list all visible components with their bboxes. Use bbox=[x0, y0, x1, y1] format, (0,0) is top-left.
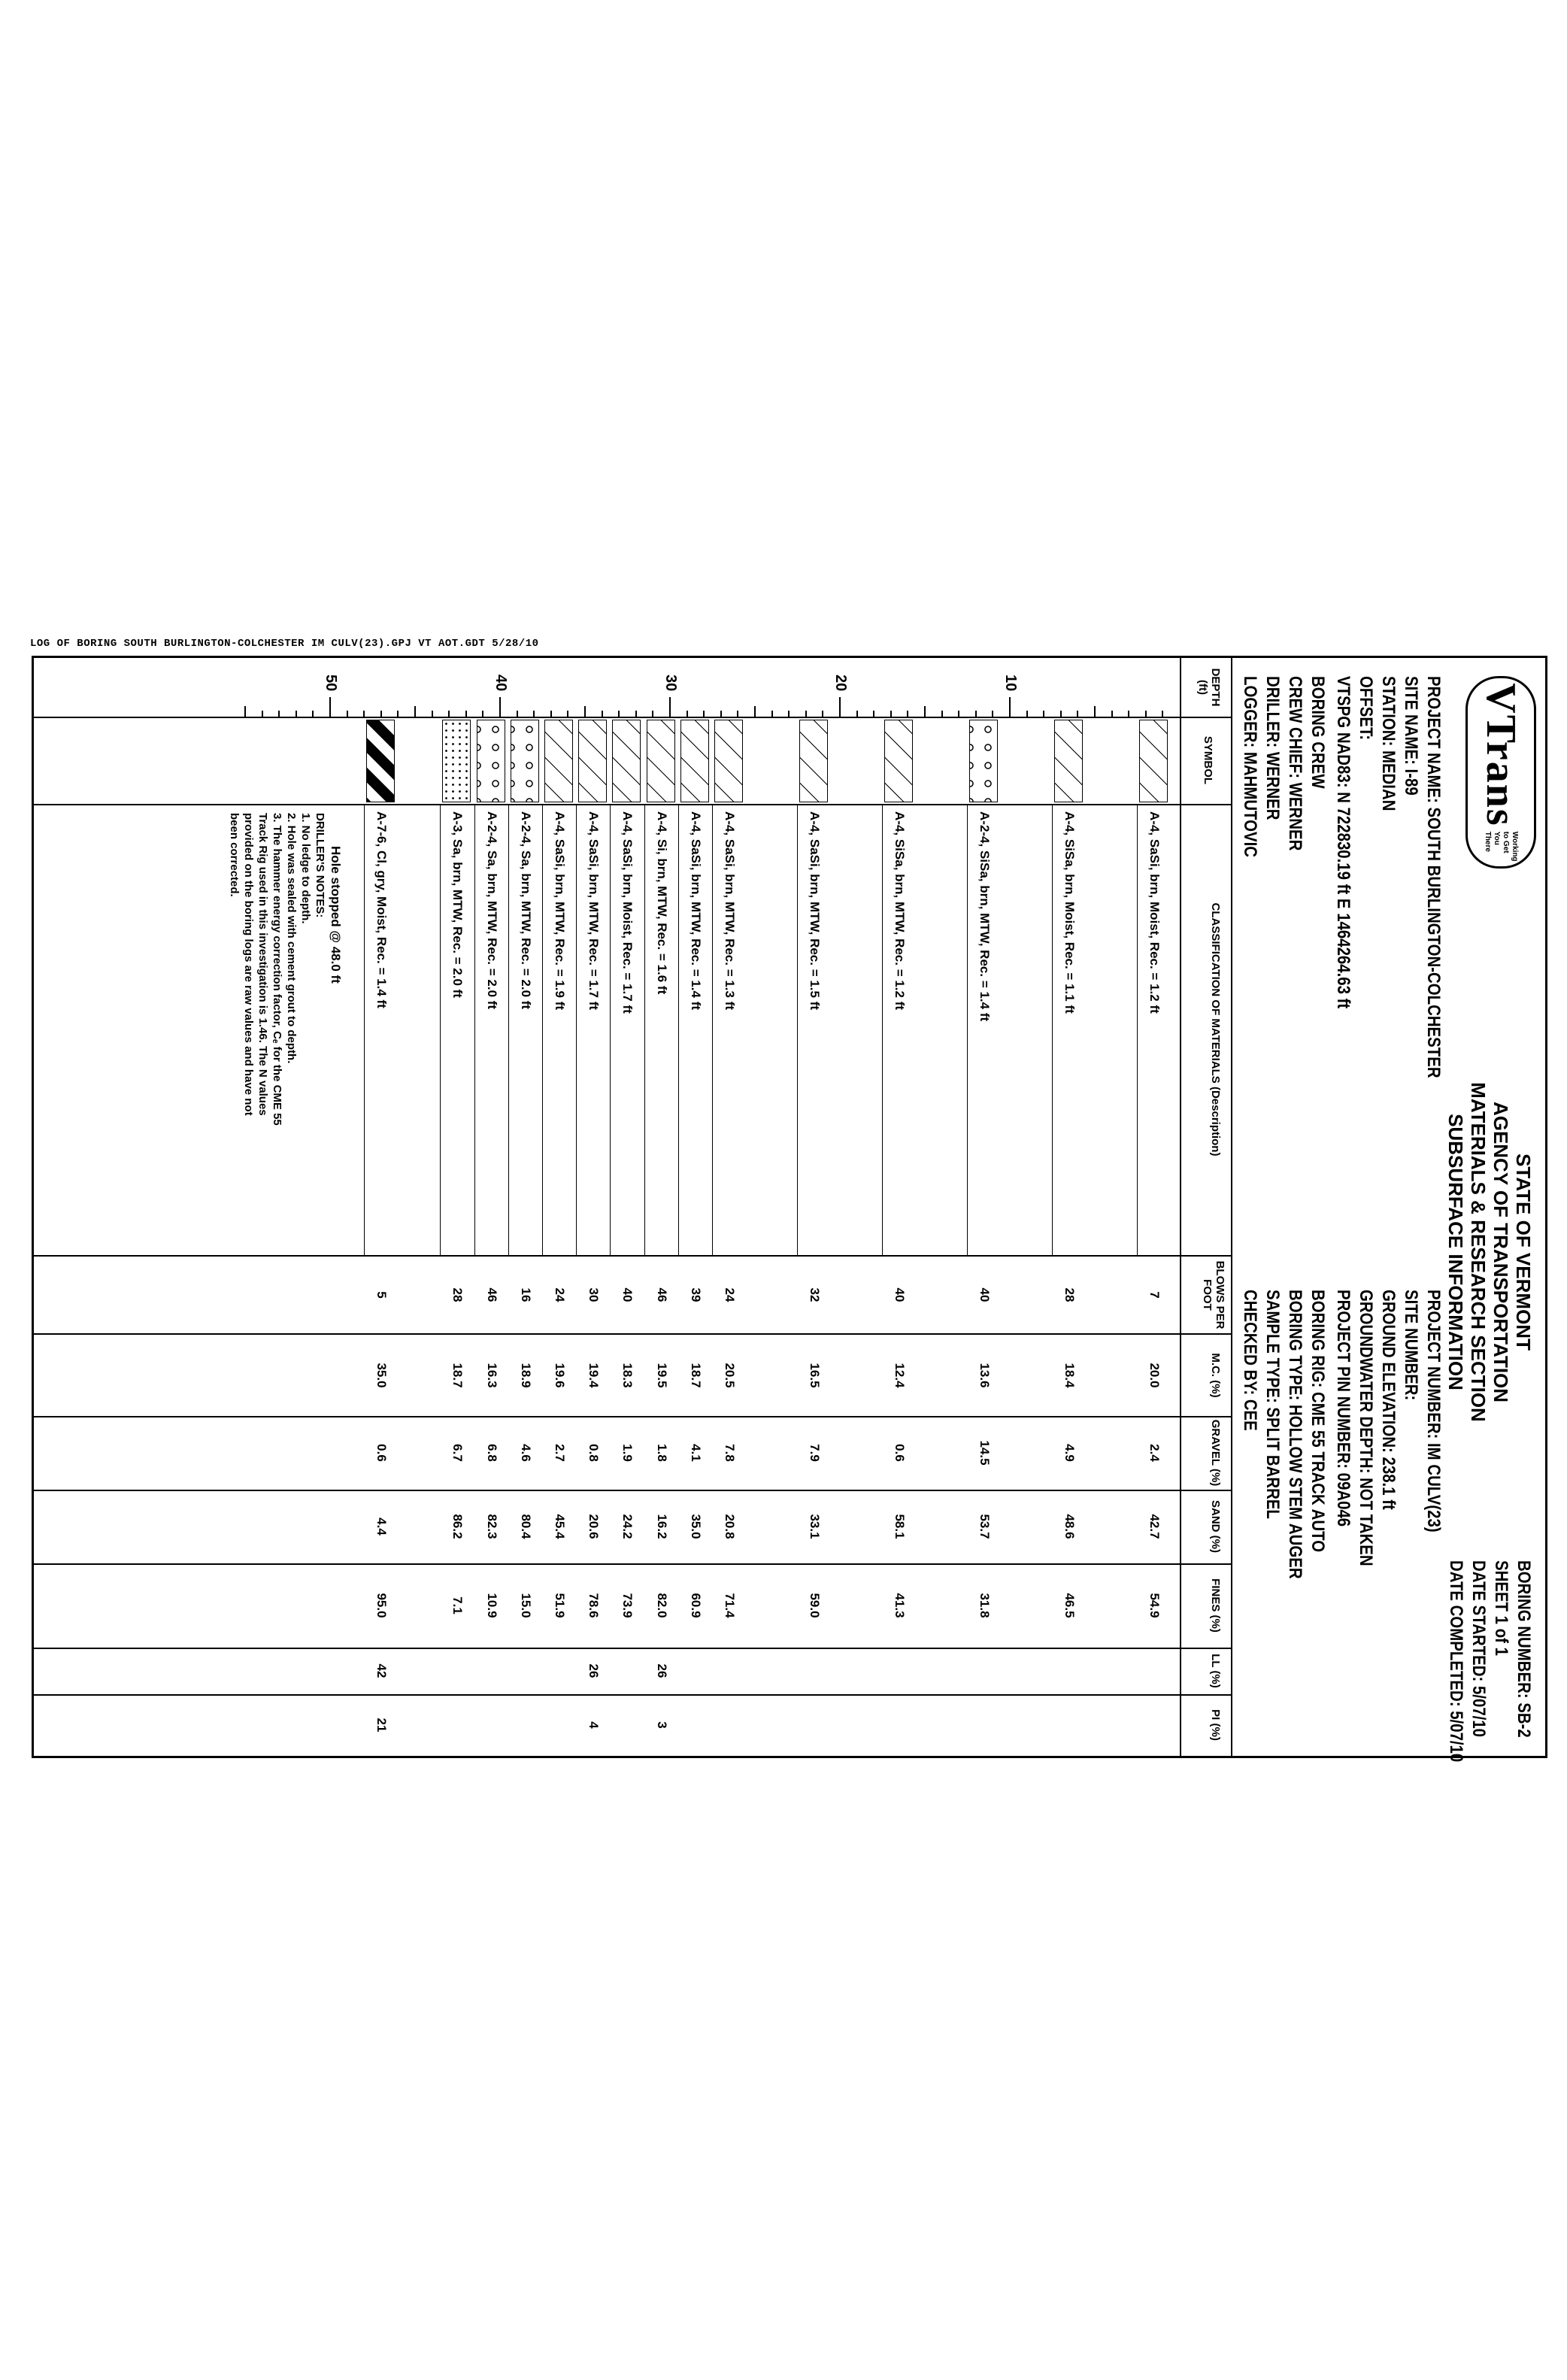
sand-cell: 35.0 bbox=[688, 1514, 703, 1539]
notes-line-2: 2. Hole was sealed with cement grout to depth. bbox=[285, 813, 298, 1064]
classification-cell: A-4, SaSi, brn, MTW, Rec. = 1.4 ft bbox=[688, 811, 703, 1011]
depth-label: 40 bbox=[493, 675, 509, 692]
fines-cell: 73.9 bbox=[620, 1593, 635, 1618]
depth-label: 30 bbox=[662, 675, 679, 692]
sand-cell: 20.8 bbox=[723, 1514, 738, 1539]
crew-info-right bbox=[1238, 1290, 1329, 1630]
ll-cell: 26 bbox=[654, 1663, 669, 1678]
col-sep-fines bbox=[34, 1648, 1232, 1649]
column-header-divider bbox=[1180, 658, 1181, 1756]
sand-cell: 4.4 bbox=[374, 1517, 389, 1536]
soil-symbol bbox=[1054, 720, 1083, 802]
row-rule bbox=[644, 804, 645, 1255]
mc-cell: 18.7 bbox=[450, 1363, 465, 1388]
site-number: SITE NUMBER: bbox=[1401, 1290, 1421, 1401]
depth-tick bbox=[533, 711, 535, 717]
gravel-cell: 7.8 bbox=[723, 1444, 738, 1462]
row-rule bbox=[542, 804, 543, 1255]
depth-tick bbox=[347, 711, 348, 717]
depth-tick bbox=[975, 711, 977, 717]
depth-tick bbox=[244, 706, 246, 717]
depth-tick bbox=[1162, 711, 1163, 717]
fines-cell: 82.0 bbox=[654, 1593, 669, 1618]
depth-tick bbox=[788, 711, 790, 717]
depth-tick bbox=[737, 711, 738, 717]
depth-tick bbox=[363, 711, 365, 717]
row-rule bbox=[712, 804, 713, 1255]
depth-label: 50 bbox=[323, 675, 339, 692]
blows-cell: 16 bbox=[518, 1287, 533, 1302]
depth-tick bbox=[517, 711, 518, 717]
header-blows: BLOWS PER FOOT bbox=[1201, 1260, 1226, 1329]
depth-tick bbox=[1111, 711, 1113, 717]
soil-symbol bbox=[578, 720, 607, 802]
sand-cell: 24.2 bbox=[620, 1514, 635, 1539]
depth-tick bbox=[754, 706, 756, 717]
depth-tick bbox=[1145, 711, 1147, 717]
project-number: PROJECT NUMBER: IM CULV(23) bbox=[1423, 1290, 1444, 1533]
header-fines: FINES (%) bbox=[1209, 1578, 1222, 1633]
depth-tick bbox=[805, 711, 807, 717]
gravel-cell: 4.6 bbox=[518, 1444, 533, 1462]
row-rule bbox=[1137, 804, 1138, 1255]
blows-cell: 40 bbox=[620, 1287, 635, 1302]
gravel-cell: 4.9 bbox=[1062, 1444, 1078, 1462]
depth-tick bbox=[567, 711, 568, 717]
header-pi: PI (%) bbox=[1209, 1709, 1222, 1741]
fines-cell: 10.9 bbox=[484, 1593, 499, 1618]
depth-tick bbox=[397, 711, 399, 717]
fines-cell: 41.3 bbox=[893, 1593, 908, 1618]
sand-cell: 42.7 bbox=[1147, 1514, 1162, 1539]
col-sep-classification bbox=[34, 1255, 1232, 1257]
depth-tick bbox=[1094, 706, 1096, 717]
project-info-left bbox=[1332, 676, 1444, 1149]
blows-cell: 30 bbox=[586, 1287, 602, 1302]
blows-cell: 40 bbox=[893, 1287, 908, 1302]
boring-crew: BORING CREW bbox=[1308, 676, 1328, 789]
depth-tick bbox=[941, 711, 943, 717]
gravel-cell: 1.9 bbox=[620, 1444, 635, 1462]
fines-cell: 46.5 bbox=[1062, 1593, 1078, 1618]
row-rule bbox=[967, 804, 968, 1255]
depth-tick bbox=[687, 711, 688, 717]
fines-cell: 71.4 bbox=[723, 1593, 738, 1618]
depth-tick bbox=[822, 711, 823, 717]
project-pin: PROJECT PIN NUMBER: 09A046 bbox=[1333, 1290, 1353, 1527]
row-rule bbox=[474, 804, 475, 1255]
mc-cell: 19.6 bbox=[553, 1363, 568, 1388]
gravel-cell: 7.9 bbox=[808, 1444, 823, 1462]
depth-tick bbox=[1128, 711, 1129, 717]
blows-cell: 28 bbox=[450, 1287, 465, 1302]
depth-tick bbox=[1077, 711, 1078, 717]
mc-cell: 20.0 bbox=[1147, 1363, 1162, 1388]
depth-tick bbox=[602, 711, 603, 717]
logo-subtext: Working to Get You There bbox=[1484, 831, 1519, 862]
gravel-cell: 2.4 bbox=[1147, 1444, 1162, 1462]
soil-symbol bbox=[799, 720, 828, 802]
notes-line-4: Track Rig used in this investigation is 1.46. The N values bbox=[256, 813, 269, 1116]
blows-cell: 28 bbox=[1062, 1287, 1078, 1302]
boring-id-block bbox=[1444, 1560, 1535, 1763]
mc-cell: 16.3 bbox=[484, 1363, 499, 1388]
classification-cell: A-2-4, SiSa, brn, MTW, Rec. = 1.4 ft bbox=[977, 811, 993, 1022]
blows-cell: 24 bbox=[723, 1287, 738, 1302]
depth-tick bbox=[380, 711, 382, 717]
boring-log-sheet bbox=[32, 656, 1547, 1763]
row-rule bbox=[364, 804, 365, 1255]
mc-cell: 19.4 bbox=[586, 1363, 602, 1388]
mc-cell: 19.5 bbox=[654, 1363, 669, 1388]
mc-cell: 12.4 bbox=[893, 1363, 908, 1388]
classification-cell: A-4, SiSa, brn, MTW, Rec. = 1.2 ft bbox=[893, 811, 908, 1011]
depth-tick bbox=[584, 706, 586, 717]
depth-tick bbox=[720, 711, 722, 717]
classification-cell: A-4, SaSi, brn, MTW, Rec. = 1.7 ft bbox=[586, 811, 602, 1011]
gravel-cell: 14.5 bbox=[977, 1440, 993, 1466]
fines-cell: 54.9 bbox=[1147, 1593, 1162, 1618]
header-classification: CLASSIFICATION OF MATERIALS (Description) bbox=[1209, 902, 1222, 1157]
fines-cell: 7.1 bbox=[450, 1596, 465, 1614]
ll-cell: 42 bbox=[374, 1663, 389, 1678]
mc-cell: 18.4 bbox=[1062, 1363, 1078, 1388]
sand-cell: 58.1 bbox=[893, 1514, 908, 1539]
gravel-cell: 1.8 bbox=[654, 1444, 669, 1462]
groundwater-depth: GROUNDWATER DEPTH: NOT TAKEN bbox=[1356, 1290, 1376, 1566]
agency-line-3: MATERIALS & RESEARCH SECTION bbox=[1467, 1082, 1490, 1422]
depth-tick bbox=[907, 711, 908, 717]
depth-label: 20 bbox=[832, 675, 849, 692]
header-depth: DEPTH (ft) bbox=[1196, 668, 1222, 707]
crew-info-left bbox=[1238, 676, 1329, 890]
col-sep-depth bbox=[34, 717, 1232, 718]
agency-line-4: SUBSURFACE INFORMATION bbox=[1444, 1114, 1467, 1390]
blows-cell: 7 bbox=[1147, 1291, 1162, 1299]
sand-cell: 20.6 bbox=[586, 1514, 602, 1539]
depth-tick bbox=[924, 706, 926, 717]
sand-cell: 86.2 bbox=[450, 1514, 465, 1539]
mc-cell: 13.6 bbox=[977, 1363, 993, 1388]
sand-cell: 16.2 bbox=[654, 1514, 669, 1539]
fines-cell: 15.0 bbox=[518, 1593, 533, 1618]
header-gravel: GRAVEL (%) bbox=[1209, 1419, 1222, 1487]
col-sep-ll bbox=[34, 1694, 1232, 1696]
header-ll: LL (%) bbox=[1209, 1654, 1222, 1688]
row-rule bbox=[576, 804, 577, 1255]
depth-tick bbox=[262, 711, 263, 717]
row-rule bbox=[678, 804, 679, 1255]
gravel-cell: 2.7 bbox=[553, 1444, 568, 1462]
station: STATION: MEDIAN bbox=[1378, 676, 1399, 811]
page-header-text: LOG OF BORING SOUTH BURLINGTON-COLCHESTER IM CULV(23).GPJ VT AOT.GDT 5/28/10 bbox=[30, 638, 539, 650]
site-name: SITE NAME: I-89 bbox=[1401, 676, 1421, 796]
soil-symbol bbox=[1139, 720, 1168, 802]
blows-cell: 40 bbox=[977, 1287, 993, 1302]
sand-cell: 82.3 bbox=[484, 1514, 499, 1539]
blows-cell: 46 bbox=[484, 1287, 499, 1302]
gravel-cell: 0.6 bbox=[374, 1444, 389, 1462]
classification-cell: A-4, SaSi, brn, MTW, Rec. = 1.3 ft bbox=[723, 811, 738, 1011]
coordinates: VTSPG NAD83: N 722830.19 ft E 1464264.63 ft bbox=[1333, 676, 1353, 1009]
blows-cell: 39 bbox=[688, 1287, 703, 1302]
fines-cell: 31.8 bbox=[977, 1593, 993, 1618]
soil-symbol bbox=[647, 720, 675, 802]
mc-cell: 20.5 bbox=[723, 1363, 738, 1388]
header-sand: SAND (%) bbox=[1209, 1500, 1222, 1553]
checked-by: CHECKED BY: CEE bbox=[1240, 1290, 1260, 1431]
depth-tick bbox=[618, 711, 620, 717]
blows-cell: 46 bbox=[654, 1287, 669, 1302]
classification-cell: A-4, SaSi, brn, MTW, Rec. = 1.5 ft bbox=[808, 811, 823, 1011]
logger: LOGGER: MAHMUTOVIC bbox=[1240, 676, 1260, 858]
hole-stopped-note: Hole stopped @ 48.0 ft bbox=[329, 846, 344, 984]
depth-tick bbox=[296, 711, 297, 717]
pi-cell: 3 bbox=[654, 1721, 669, 1729]
soil-symbol bbox=[443, 720, 471, 802]
sand-cell: 80.4 bbox=[518, 1514, 533, 1539]
mc-cell: 18.3 bbox=[620, 1363, 635, 1388]
depth-tick bbox=[1009, 697, 1011, 717]
depth-tick bbox=[992, 711, 993, 717]
mc-cell: 18.9 bbox=[518, 1363, 533, 1388]
gravel-cell: 4.1 bbox=[688, 1444, 703, 1462]
date-started: DATE STARTED: 5/07/10 bbox=[1468, 1560, 1489, 1738]
blows-cell: 5 bbox=[374, 1291, 389, 1299]
driller: DRILLER: WERNER bbox=[1262, 676, 1283, 820]
classification-cell: A-7-6, Cl, gry, Moist, Rec. = 1.4 ft bbox=[374, 811, 389, 1008]
fines-cell: 78.6 bbox=[586, 1593, 602, 1618]
boring-rig: BORING RIG: CME 55 TRACK AUTO bbox=[1308, 1290, 1328, 1553]
gravel-cell: 6.8 bbox=[484, 1444, 499, 1462]
notes-line-5: provided on the boring logs are raw values and have not bbox=[242, 813, 255, 1116]
depth-tick bbox=[1026, 711, 1028, 717]
depth-tick bbox=[839, 697, 841, 717]
boring-type: BORING TYPE: HOLLOW STEM AUGER bbox=[1285, 1290, 1305, 1579]
soil-symbol bbox=[366, 720, 395, 802]
sand-cell: 33.1 bbox=[808, 1514, 823, 1539]
agency-line-1: STATE OF VERMONT bbox=[1512, 1154, 1535, 1351]
notes-title: DRILLER'S NOTES: bbox=[314, 813, 326, 918]
depth-tick bbox=[414, 706, 416, 717]
row-rule bbox=[882, 804, 883, 1255]
classification-cell: A-4, SiSa, brn, Moist, Rec. = 1.1 ft bbox=[1062, 811, 1078, 1014]
soil-symbol bbox=[680, 720, 709, 802]
classification-cell: A-4, Si, brn, MTW, Rec. = 1.6 ft bbox=[654, 811, 669, 995]
project-name: PROJECT NAME: SOUTH BURLINGTON-COLCHESTER bbox=[1423, 676, 1444, 1078]
soil-symbol bbox=[511, 720, 539, 802]
soil-symbol bbox=[969, 720, 998, 802]
ll-cell: 26 bbox=[586, 1663, 602, 1678]
agency-line-2: AGENCY OF TRANSPORTATION bbox=[1490, 1101, 1512, 1403]
depth-tick bbox=[703, 711, 705, 717]
fines-cell: 60.9 bbox=[688, 1593, 703, 1618]
depth-tick bbox=[312, 711, 314, 717]
classification-cell: A-4, SaSi, brn, MTW, Rec. = 1.9 ft bbox=[553, 811, 568, 1011]
soil-symbol bbox=[477, 720, 505, 802]
notes-line-1: 1. No ledge to depth. bbox=[299, 813, 312, 924]
depth-tick bbox=[448, 711, 450, 717]
agency-block bbox=[1444, 1057, 1535, 1448]
row-rule bbox=[508, 804, 509, 1255]
sample-type: SAMPLE TYPE: SPLIT BARREL bbox=[1262, 1290, 1283, 1519]
col-sep-blows bbox=[34, 1333, 1232, 1335]
depth-tick bbox=[499, 697, 501, 717]
depth-tick bbox=[652, 711, 653, 717]
fines-cell: 51.9 bbox=[553, 1593, 568, 1618]
classification-cell: A-4, SaSi, brn, Moist, Rec. = 1.2 ft bbox=[1147, 811, 1162, 1014]
classification-cell: A-2-4, Sa, brn, MTW, Rec. = 2.0 ft bbox=[484, 811, 499, 1010]
sheet-number: SHEET 1 of 1 bbox=[1491, 1560, 1511, 1656]
depth-tick bbox=[890, 711, 892, 717]
classification-cell: A-4, SaSi, brn, Moist, Rec. = 1.7 ft bbox=[620, 811, 635, 1014]
sand-cell: 48.6 bbox=[1062, 1514, 1078, 1539]
depth-tick bbox=[856, 711, 858, 717]
depth-tick bbox=[1060, 711, 1062, 717]
gravel-cell: 0.6 bbox=[893, 1444, 908, 1462]
mc-cell: 18.7 bbox=[688, 1363, 703, 1388]
depth-tick bbox=[635, 711, 637, 717]
title-block-divider bbox=[1231, 658, 1232, 1756]
sand-cell: 45.4 bbox=[553, 1514, 568, 1539]
pi-cell: 4 bbox=[586, 1721, 602, 1729]
depth-tick bbox=[465, 711, 467, 717]
mc-cell: 35.0 bbox=[374, 1363, 389, 1388]
row-rule bbox=[1052, 804, 1053, 1255]
classification-cell: A-2-4, Sa, brn, MTW, Rec. = 2.0 ft bbox=[518, 811, 533, 1010]
depth-tick bbox=[1043, 711, 1044, 717]
soil-symbol bbox=[613, 720, 641, 802]
offset: OFFSET: bbox=[1356, 676, 1376, 740]
soil-symbol bbox=[884, 720, 913, 802]
blows-cell: 24 bbox=[553, 1287, 568, 1302]
drillers-notes bbox=[227, 813, 327, 1126]
ground-elevation: GROUND ELEVATION: 238.1 ft bbox=[1378, 1290, 1399, 1510]
pi-cell: 21 bbox=[374, 1718, 389, 1733]
fines-cell: 95.0 bbox=[374, 1593, 389, 1618]
fines-cell: 59.0 bbox=[808, 1593, 823, 1618]
header-mc: M.C. (%) bbox=[1209, 1353, 1222, 1398]
vtrans-logo bbox=[1465, 676, 1536, 869]
depth-tick bbox=[958, 711, 959, 717]
boring-number: BORING NUMBER: SB-2 bbox=[1514, 1560, 1534, 1738]
row-rule bbox=[797, 804, 798, 1255]
depth-tick bbox=[669, 697, 671, 717]
soil-symbol bbox=[544, 720, 573, 802]
depth-tick bbox=[771, 711, 773, 717]
project-info-right bbox=[1332, 1290, 1444, 1614]
date-completed: DATE COMPLETED: 5/07/10 bbox=[1446, 1560, 1466, 1763]
mc-cell: 16.5 bbox=[808, 1363, 823, 1388]
gravel-cell: 0.8 bbox=[586, 1444, 602, 1462]
sand-cell: 53.7 bbox=[977, 1514, 993, 1539]
depth-tick bbox=[278, 711, 280, 717]
blows-cell: 32 bbox=[808, 1287, 823, 1302]
soil-symbol bbox=[714, 720, 743, 802]
classification-cell: A-3, Sa, brn, MTW, Rec. = 2.0 ft bbox=[450, 811, 465, 998]
depth-tick bbox=[329, 697, 331, 717]
notes-line-6: been corrected. bbox=[228, 813, 241, 897]
logo-text: VTrans bbox=[1478, 683, 1524, 827]
gravel-cell: 6.7 bbox=[450, 1444, 465, 1462]
crew-chief: CREW CHIEF: WERNER bbox=[1285, 676, 1305, 851]
depth-tick bbox=[432, 711, 433, 717]
header-symbol: SYMBOL bbox=[1202, 735, 1214, 785]
depth-tick bbox=[873, 711, 874, 717]
notes-line-3: 3. The hammer energy correction factor, Cₑ for the CME 55 bbox=[271, 813, 283, 1126]
depth-tick bbox=[482, 711, 483, 717]
depth-tick bbox=[550, 711, 552, 717]
depth-label: 10 bbox=[1002, 675, 1019, 692]
